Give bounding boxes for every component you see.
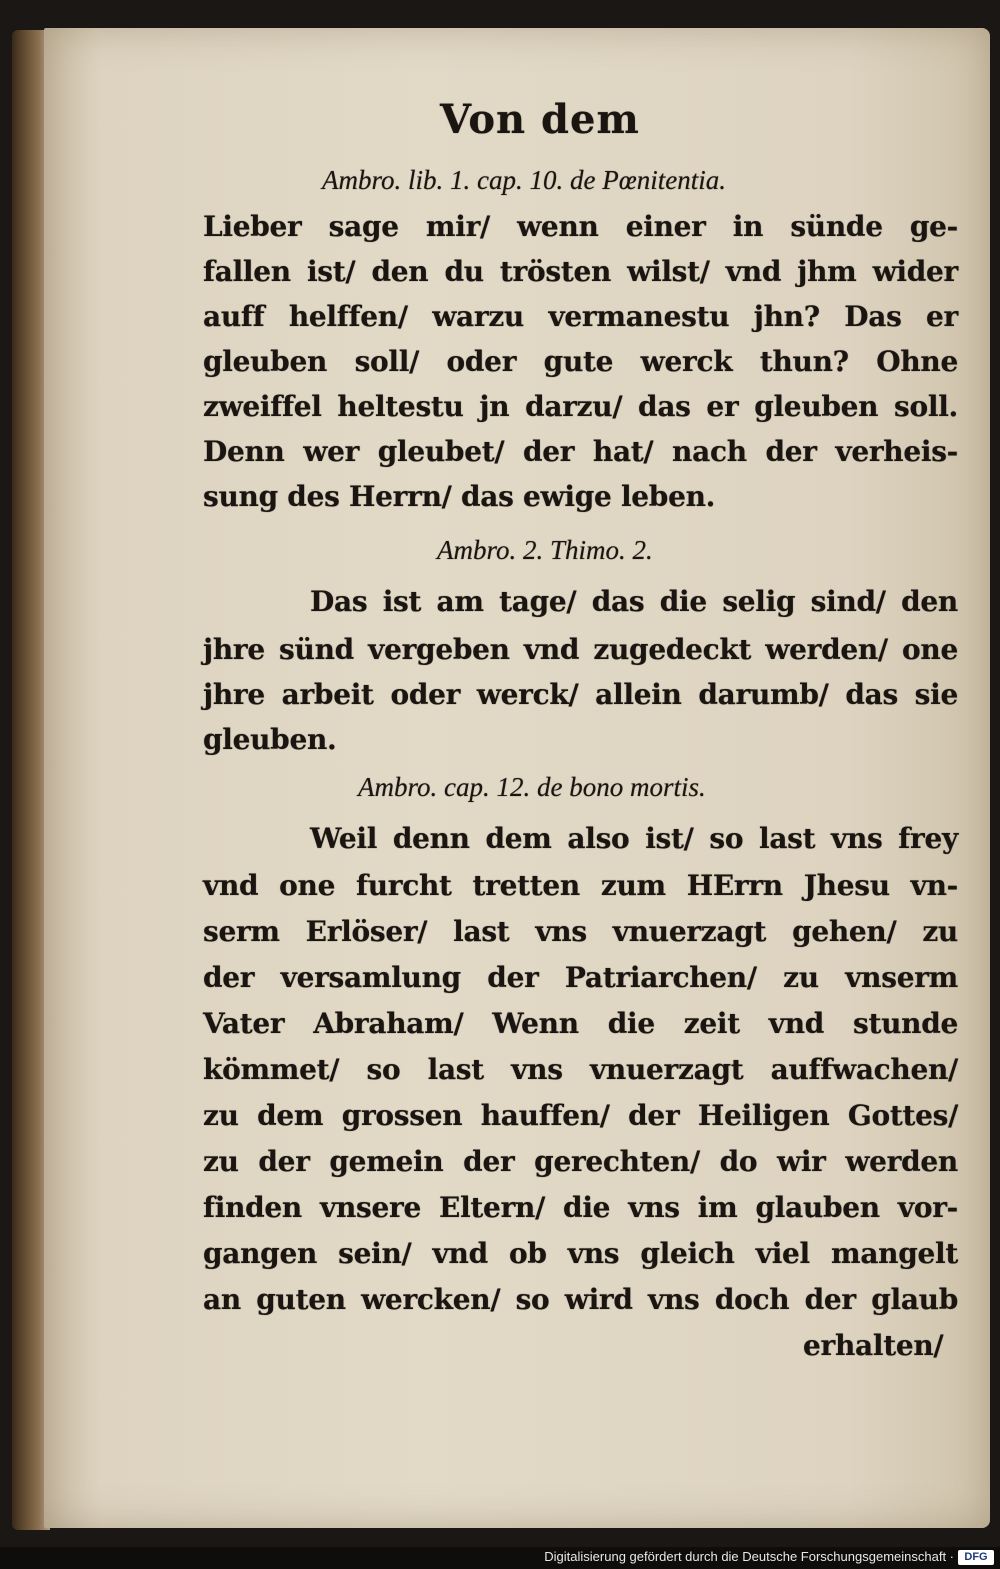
text-line: Das ist am tage/ das die selig sind/ den: [310, 585, 958, 618]
text-line: Lieber sage mir/ wenn einer in sünde ge-: [203, 210, 958, 243]
text-line: vnd one furcht tretten zum HErrn Jhesu vn-: [203, 869, 958, 902]
text-line: gleuben.: [203, 723, 337, 756]
dfg-logo: DFG: [958, 1550, 994, 1565]
text-line: finden vnsere Eltern/ die vns im glauben vor-: [203, 1191, 958, 1224]
text-line: serm Erlöser/ last vns vnuerzagt gehen/ zu: [203, 915, 958, 948]
citation-1: Ambro. lib. 1. cap. 10. de Pœnitentia.: [322, 165, 726, 195]
text-line: Vater Abraham/ Wenn die zeit vnd stunde: [203, 1007, 958, 1040]
text-line: an guten wercken/ so wird vns doch der glaub: [203, 1283, 958, 1316]
text-line: sung des Herrn/ das ewige leben.: [203, 480, 716, 513]
text-line: jhre arbeit oder werck/ allein darumb/ das sie: [203, 678, 958, 711]
text-line: zweiffel heltestu jn darzu/ das er gleuben soll.: [203, 390, 958, 423]
catchword: erhalten/: [803, 1329, 944, 1362]
citation-2: Ambro. 2. Thimo. 2.: [437, 535, 653, 565]
text-line: Weil denn dem also ist/ so last vns frey: [310, 822, 958, 855]
text-line: kömmet/ so last vns vnuerzagt auffwachen/: [203, 1053, 958, 1086]
text-line: zu dem grossen hauffen/ der Heiligen Gottes/: [203, 1099, 958, 1132]
text-line: gangen sein/ vnd ob vns gleich viel mangelt: [203, 1237, 958, 1270]
text-line: jhre sünd vergeben vnd zugedeckt werden/ one: [203, 633, 958, 666]
text-line: fallen ist/ den du trösten wilst/ vnd jhm wider: [203, 255, 958, 288]
text-line: der versamlung der Patriarchen/ zu vnserm: [203, 961, 958, 994]
citation-3: Ambro. cap. 12. de bono mortis.: [358, 772, 706, 802]
text-line: auff helffen/ warzu vermanestu jhn? Das er: [203, 300, 958, 333]
text-line: gleuben soll/ oder gute werck thun? Ohne: [203, 345, 958, 378]
text-line: Denn wer gleubet/ der hat/ nach der verheis-: [203, 435, 958, 468]
text-line: zu der gemein der gerechten/ do wir werden: [203, 1145, 958, 1178]
running-head: Von dem: [440, 96, 640, 143]
footer-credit: Digitalisierung gefördert durch die Deutsche Forschungsgemeinschaft ·: [544, 1549, 954, 1564]
